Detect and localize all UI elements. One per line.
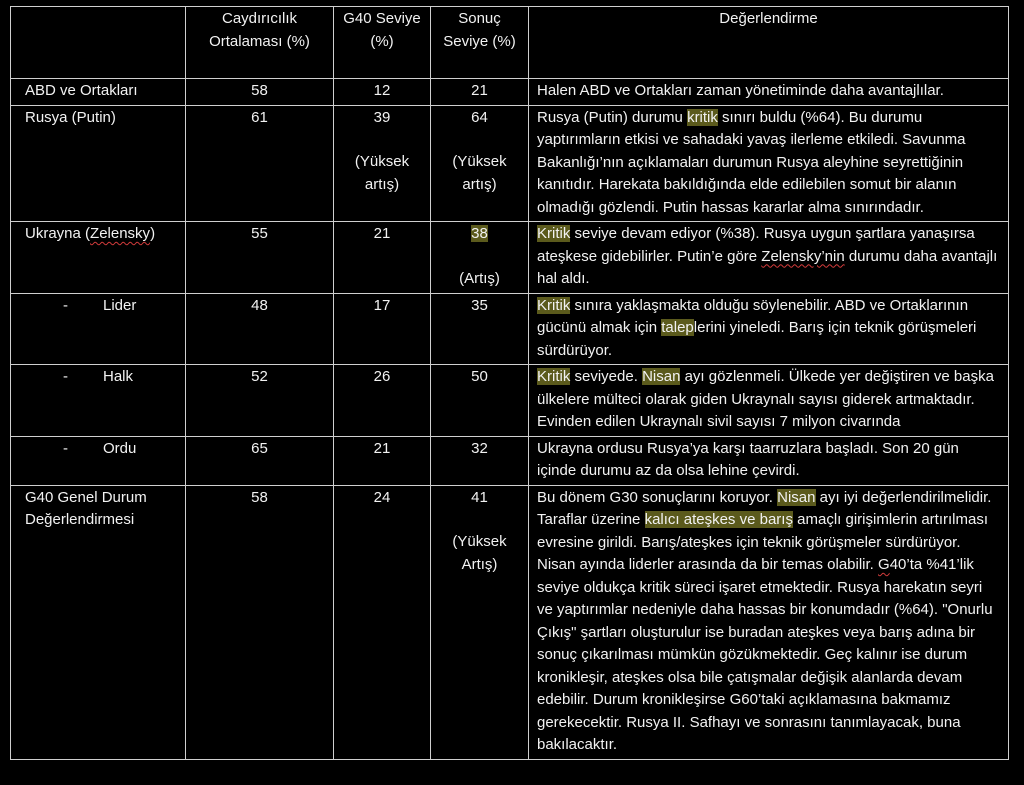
highlight: kritik <box>687 108 718 126</box>
spellcheck-word: Zelensky <box>90 225 151 242</box>
deterrence-value: 61 <box>186 105 334 222</box>
assessment-table <box>10 6 1009 760</box>
result-cell <box>431 485 529 759</box>
row-name: Rusya (Putin) <box>11 105 186 222</box>
evaluation-text: Bu dönem G30 sonuçlarını koruyor. Nisan ayı iyi değerlendirilmelidir. Taraflar üzerine kalıcı ateşkes ve barış amaçlı girişimlerin artırılması evresine girildi. Barış/ateşkes için teknik görüşmeler sürdürüyor. Nisan ayında liderler arasında da bir temas olabilir. G40’ta %41’lik seviye oldukça kritik süreci işaret etmektedir. Rusya harekatın seyri ve yaptırımlar nedeniyle daha hassas bir konumdadır (%64). "Onurlu Çıkış" şartları oluşturulur ise buradan ateşkes veya barış adına bir sonuç çıkarılması mümkün gözükmektedir. Geç kalınır ise durum kronikleşir, ateşkes olsa bile çatışmalar değişik alanlarda devam edebilir. Durum kronikleşirse G60’taki açıklamasına bakmamız gerekecektir. Rusya II. Safhayı ve sonrasını tanımlayacak, buna bakılacaktır. <box>529 485 1009 759</box>
row-name: - Lider <box>11 293 186 365</box>
row-name: Ukrayna (Zelensky) <box>11 222 186 294</box>
deterrence-value: 48 <box>186 293 334 365</box>
result-value: 21 <box>431 79 529 106</box>
evaluation-text: Kritik seviye devam ediyor (%38). Rusya uygun şartlara yanaşırsa ateşkese gidebilirler. Putin’e göre Zelensky’nin durumu daha avantajlı hal aldı. <box>529 222 1009 294</box>
g40-value: 21 <box>334 222 431 294</box>
result-value: 41 <box>471 488 488 506</box>
g40-value: 21 <box>334 436 431 485</box>
g40-note: (Yüksek artış) <box>354 153 410 193</box>
highlight: Kritik <box>537 296 571 314</box>
header-row <box>11 7 1009 79</box>
table-row <box>11 485 1009 759</box>
table-row <box>11 222 1009 294</box>
g40-value: 39 <box>373 108 391 126</box>
deterrence-value: 55 <box>186 222 334 294</box>
result-cell <box>431 105 529 222</box>
result-value: 35 <box>431 293 529 365</box>
highlight: kalıcı ateşkes ve barış <box>644 511 793 528</box>
table-row <box>11 79 1009 106</box>
header-empty <box>11 7 186 79</box>
table-row <box>11 365 1009 437</box>
g40-cell <box>334 105 431 222</box>
table-row <box>11 293 1009 365</box>
result-value: 64 <box>471 108 488 126</box>
deterrence-value: 65 <box>186 436 334 485</box>
result-cell <box>431 222 529 294</box>
evaluation-text: Kritik seviyede. Nisan ayı gözlenmeli. Ülkede yer değiştiren ve başka ülkelere mülteci olarak giden Ukraynalı sayısı giderek artmaktadır. Evinden edilen Ukraynalı sivil sayısı 7 milyon civarında <box>529 365 1009 437</box>
evaluation-text: Halen ABD ve Ortakları zaman yönetiminde daha avantajlılar. <box>529 79 1009 106</box>
result-value: 38 <box>471 225 488 242</box>
result-note: (Yüksek Artış) <box>452 533 507 573</box>
highlight: Nisan <box>642 368 681 385</box>
table-row <box>11 105 1009 222</box>
evaluation-text: Ukrayna ordusu Rusya’ya karşı taarruzlara başladı. Son 20 gün içinde durumu az da olsa lehine çevirdi. <box>529 436 1009 485</box>
spellcheck-word: G <box>878 556 890 573</box>
evaluation-text: Rusya (Putin) durumu kritik sınırı buldu (%64). Bu durumu yaptırımların etkisi ve sahadaki yavaş ilerleme etkiledi. Savunma Bakanlığı’nın açıklamaları durumun Rusya aleyhine seyrettiğinin kanıtıdır. Harekata bakıldığında elde edilebilen somut bir alanın olmadığı gözlendi. Putin hassas kararlar alma sınırındadır. <box>529 105 1009 222</box>
g40-value: 26 <box>334 365 431 437</box>
row-name: - Halk <box>11 365 186 437</box>
header-result-level: Sonuç Seviye (%) <box>431 7 529 79</box>
highlight: Kritik <box>537 225 571 242</box>
table-row <box>11 436 1009 485</box>
header-evaluation: Değerlendirme <box>529 7 1009 79</box>
header-deterrence: Caydırıcılık Ortalaması (%) <box>186 7 334 79</box>
deterrence-value: 58 <box>186 79 334 106</box>
spellcheck-word: Zelensky’nin <box>761 247 845 265</box>
evaluation-text: Kritik sınıra yaklaşmakta olduğu söylenebilir. ABD ve Ortaklarının gücünü almak için taleplerini yineledi. Barış için teknik görüşmeleri sürdürüyor. <box>529 293 1009 365</box>
g40-value: 24 <box>334 485 431 759</box>
row-name: G40 Genel Durum Değerlendirmesi <box>11 485 186 759</box>
highlight: talep <box>661 319 694 336</box>
highlight: Kritik <box>537 368 571 385</box>
deterrence-value: 52 <box>186 365 334 437</box>
row-name: ABD ve Ortakları <box>11 79 186 106</box>
g40-value: 12 <box>334 79 431 106</box>
result-value: 32 <box>431 436 529 485</box>
result-note: (Artış) <box>459 269 500 287</box>
g40-value: 17 <box>334 293 431 365</box>
result-value: 50 <box>431 365 529 437</box>
result-note: (Yüksek artış) <box>452 153 507 193</box>
deterrence-value: 58 <box>186 485 334 759</box>
highlight: Nisan <box>777 488 816 506</box>
row-name: - Ordu <box>11 436 186 485</box>
header-g40-level: G40 Seviye (%) <box>334 7 431 79</box>
